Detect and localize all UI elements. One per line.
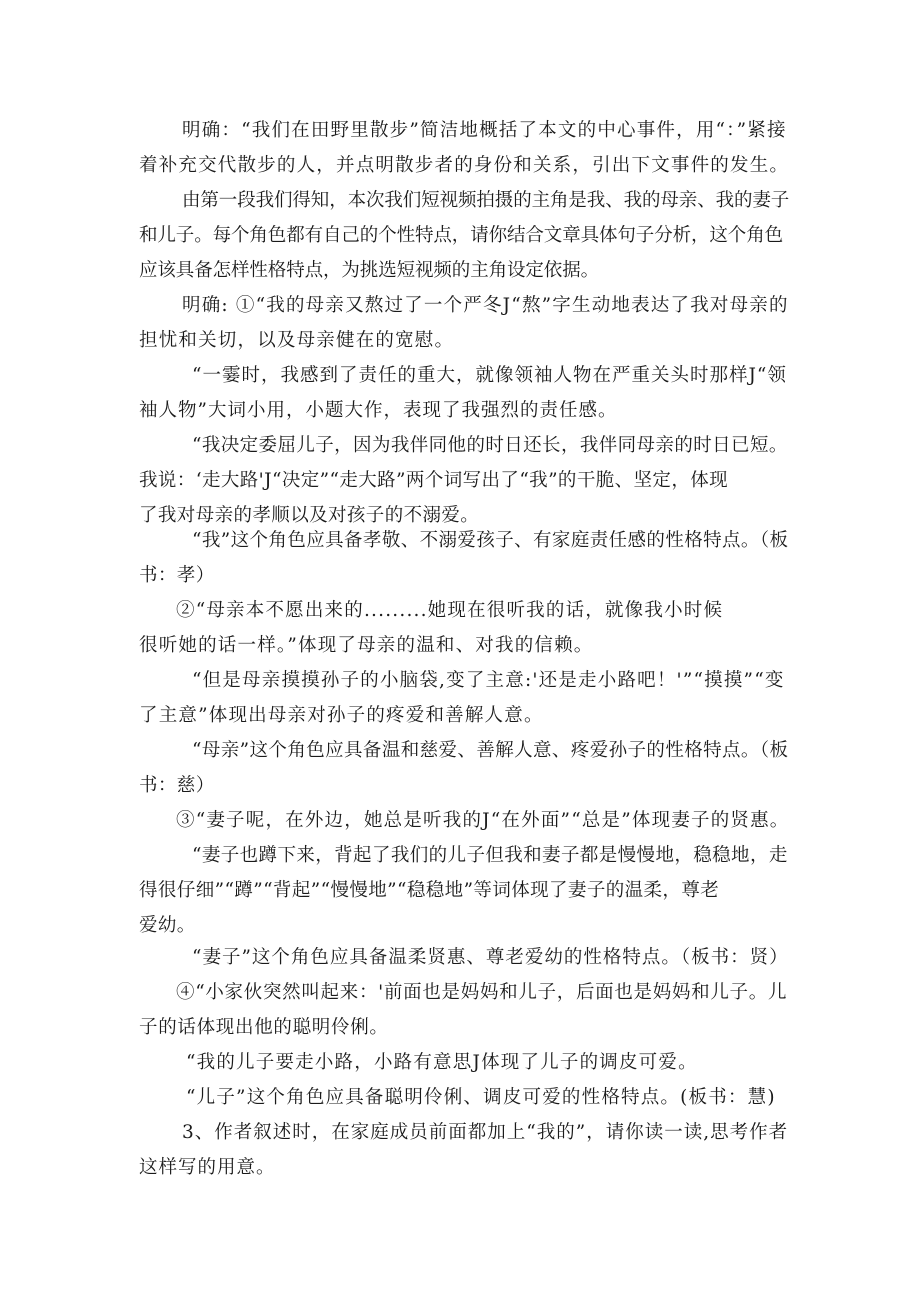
text-line: “妻子”这个角色应具备温柔贤惠、尊老爱幼的性格特点。（板书：贤） — [192, 947, 789, 968]
text-line: 很听她的话一样。”体现了母亲的温和、对我的信赖。 — [139, 635, 594, 656]
text-line: “母亲”这个角色应具备温和慈爱、善解人意、疼爱孙子的性格特点。（板 — [192, 740, 789, 761]
text-line: “妻子也蹲下来，背起了我们的儿子但我和妻子都是慢慢地，稳稳地，走 — [192, 845, 788, 866]
text-line: 书：慈） — [139, 775, 215, 796]
text-line: 明确：“我们在田野里散步”简洁地概括了本文的中心事件，用“：”紧接 — [182, 120, 787, 141]
text-line: “我的儿子要走小路，小路有意思J体现了儿子的调皮可爱。 — [186, 1052, 698, 1073]
paragraph — [139, 288, 789, 358]
text-line: “我决定委屈儿子，因为我伴同他的时日还长，我伴同母亲的时日已短。 — [192, 435, 788, 456]
text-line: 了主意”体现出母亲对孙子的疼爱和善解人意。 — [139, 705, 544, 726]
text-line: 由第一段我们得知，本次我们短视频拍摄的主角是我、我的母亲、我的妻子 — [182, 190, 790, 211]
paragraph — [139, 358, 787, 428]
text-line: 袖人物”大词小用，小题大作，表现了我强烈的责任感。 — [139, 400, 618, 421]
text-line: 这样写的用意。 — [139, 1157, 276, 1178]
text-line: ③“妻子呢，在外边，她总是听我的J“在外面”“总是”体现妻子的贤惠。 — [176, 810, 790, 831]
paragraph — [139, 975, 788, 1045]
text-line: 着补充交代散步的人，并点明散步者的身份和关系，引出下文事件的发生。 — [139, 155, 790, 176]
text-line: 应该具备怎样性格特点，为挑选短视频的主角设定依据。 — [139, 260, 600, 281]
paragraph — [139, 838, 788, 943]
text-line: 担忧和关切，以及母亲健在的宽慰。 — [139, 330, 455, 351]
text-line: 爱幼。 — [139, 915, 196, 936]
text-line: 3、作者叙述时，在家庭成员前面都加上“我的”，请你读一读,思考作者 — [182, 1122, 789, 1143]
text-line: “我”这个角色应具备孝敬、不溺爱孩子、有家庭责任感的性格特点。（板 — [192, 530, 789, 551]
paragraph — [176, 803, 790, 838]
paragraph — [139, 428, 788, 533]
text-line: 了我对母亲的孝顺以及对孩子的不溺爱。 — [139, 505, 480, 526]
paragraph — [139, 1115, 789, 1185]
text-line: 和儿子。每个角色都有自己的个性特点，请你结合文章具体句子分析，这个角色 — [139, 225, 784, 246]
text-line: 得很仔细”“蹲”“背起”“慢慢地”“稳稳地”等词体现了妻子的温柔，尊老 — [139, 880, 720, 901]
paragraph — [139, 523, 789, 593]
text-line: ②“母亲本不愿出来的.........她现在很听我的话，就像我小时候 — [176, 600, 724, 621]
text-line: 明确: ①“我的母亲又熬过了一个严冬J“熬”字生动地表达了我对母亲的 — [182, 295, 789, 316]
paragraph — [192, 940, 789, 975]
paragraph — [139, 593, 724, 663]
paragraph — [139, 733, 789, 803]
paragraph — [139, 113, 790, 183]
text-line: 子的话体现出他的聪明伶俐。 — [139, 1017, 389, 1038]
paragraph — [139, 183, 790, 288]
text-line: 我说：‘走大路'J“决定”“走大路”两个词写出了“我”的干脆、坚定，体现 — [139, 470, 729, 491]
text-line: “但是母亲摸摸孙子的小脑袋,变了主意:'还是走小路吧！'”“摸摸”“变 — [192, 670, 785, 691]
text-line: ④“小家伙突然叫起来：'前面也是妈妈和儿子，后面也是妈妈和儿子。儿 — [176, 982, 788, 1003]
paragraph — [139, 663, 785, 733]
text-line: “儿子”这个角色应具备聪明伶俐、调皮可爱的性格特点。(板书：慧) — [186, 1087, 776, 1108]
paragraph — [186, 1045, 698, 1080]
paragraph — [186, 1080, 776, 1115]
text-line: 书：孝） — [139, 565, 215, 586]
text-line: “一霎时，我感到了责任的重大，就像领袖人物在严重关头时那样J“领 — [192, 365, 787, 386]
